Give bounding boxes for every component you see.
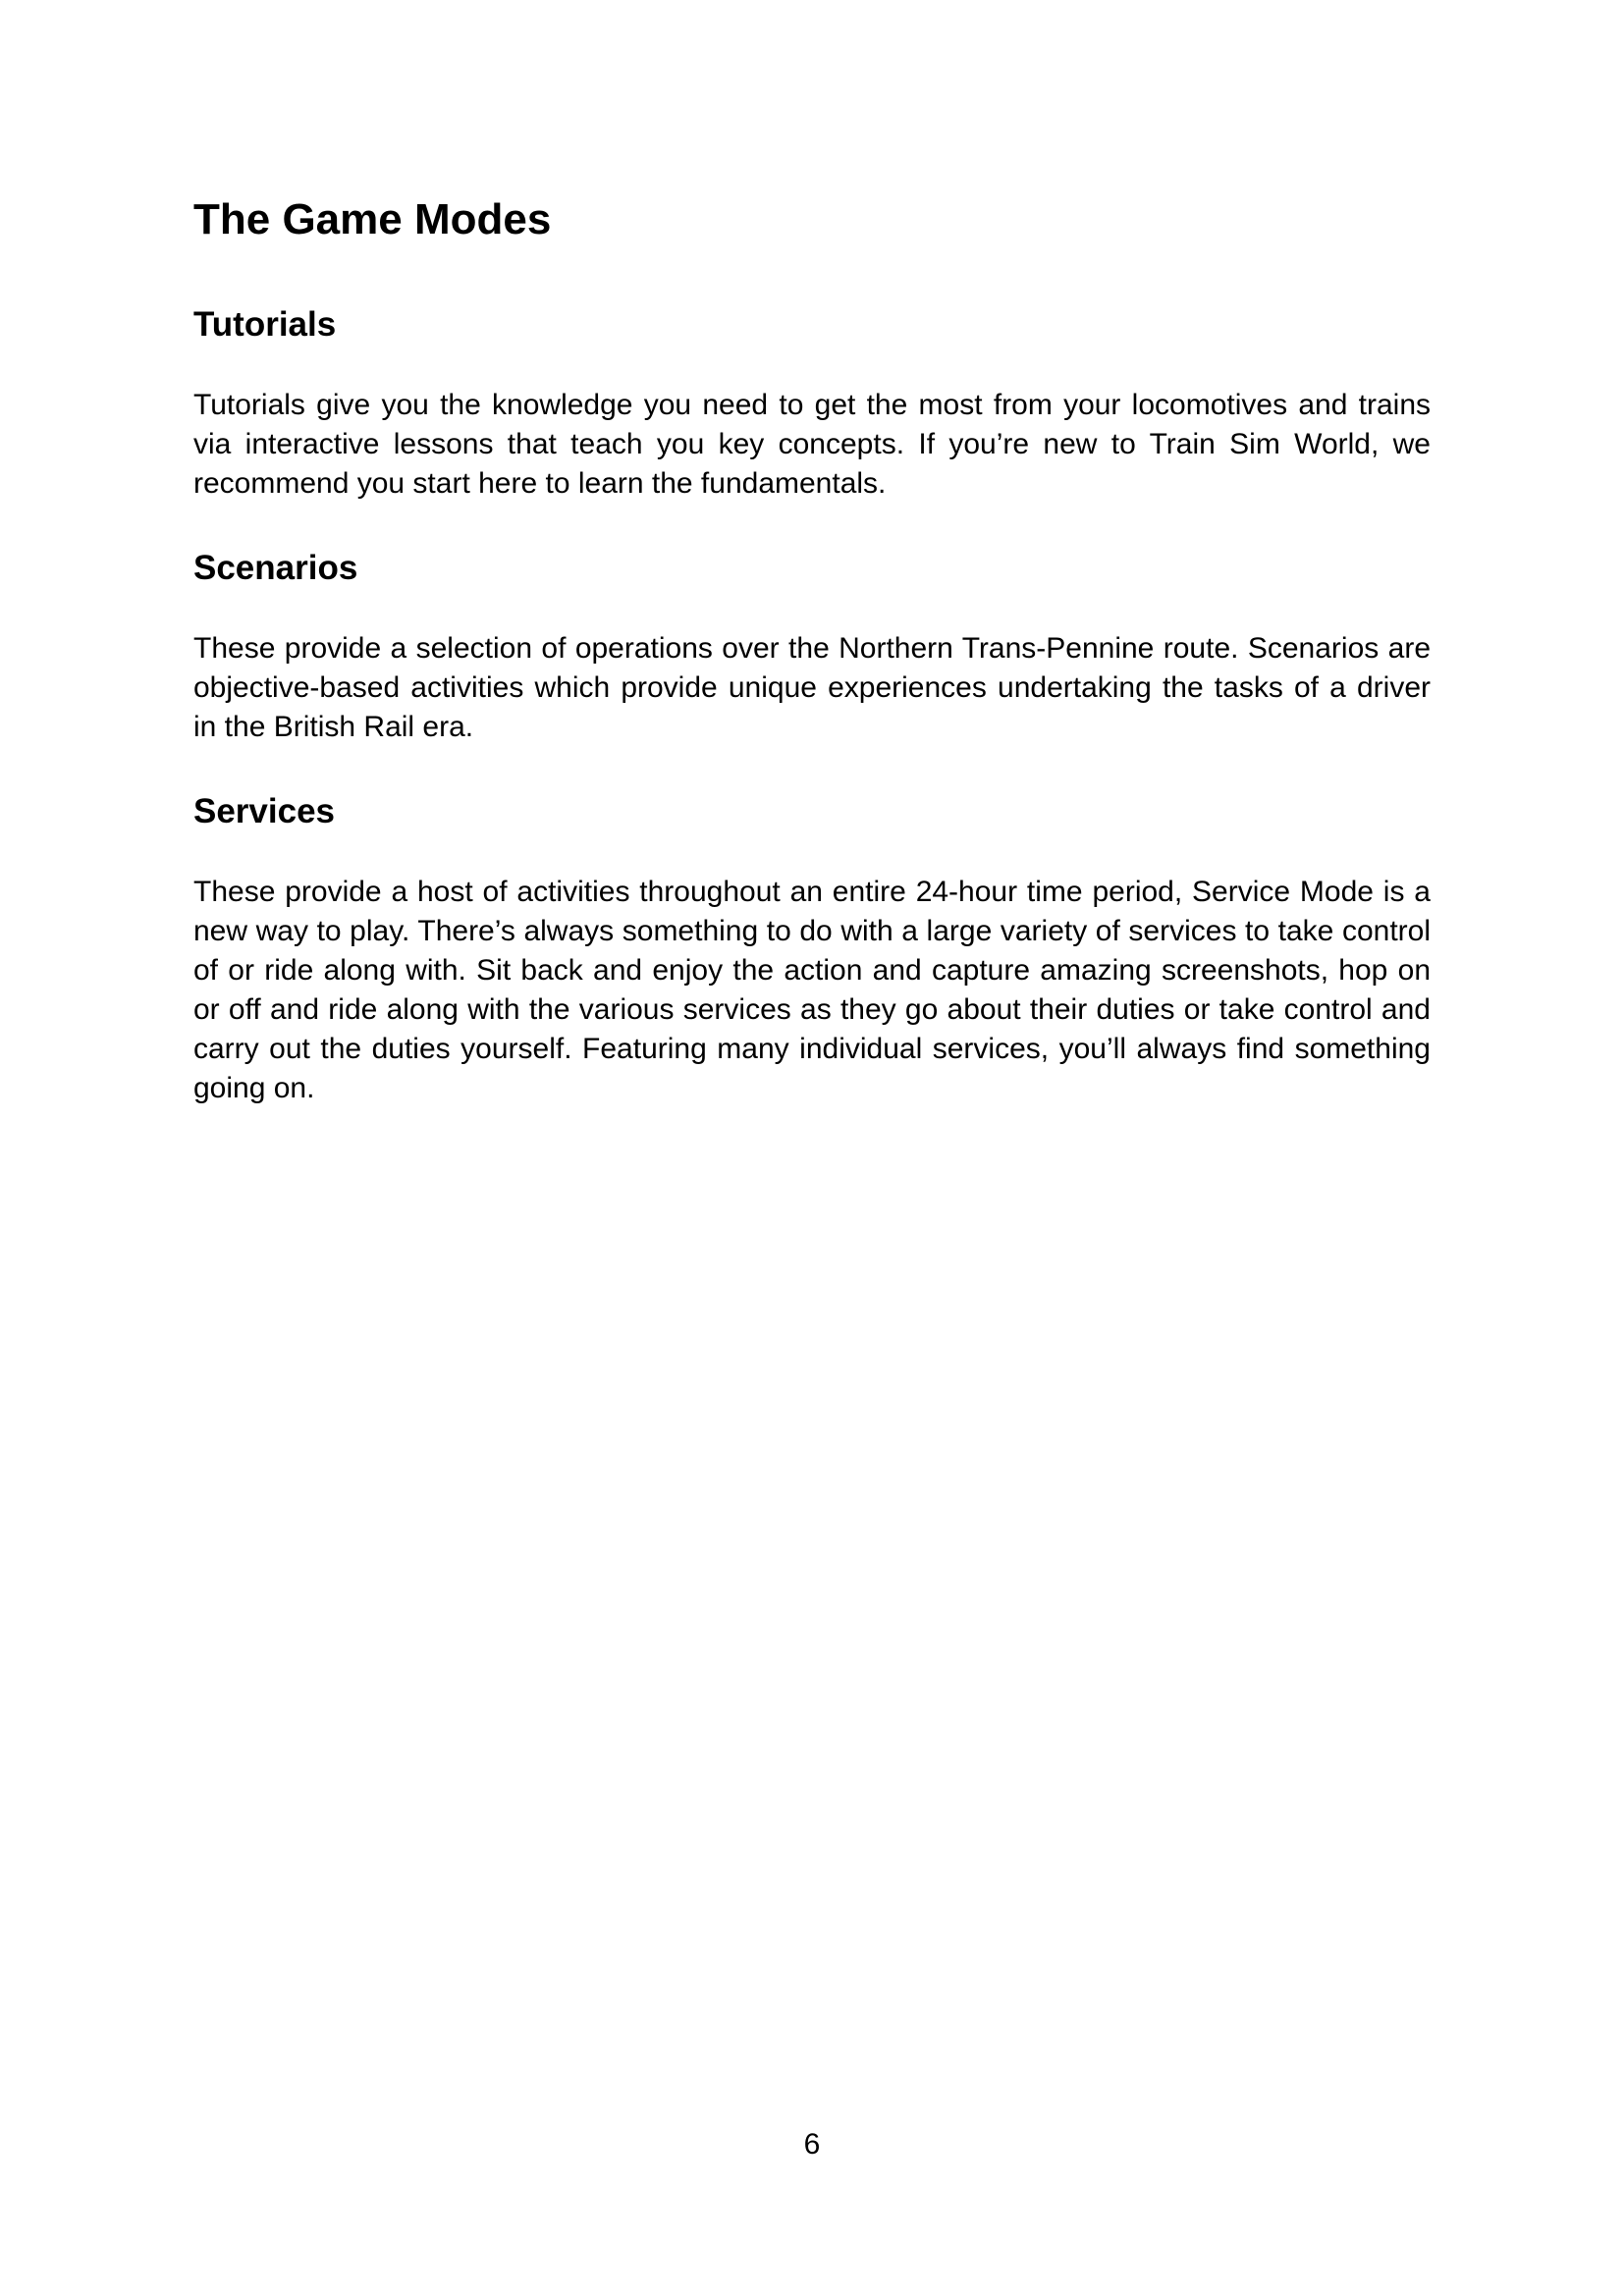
section-body-tutorials: Tutorials give you the knowledge you need to get the most from your locomotives and trains via interactive lessons that teach you key concepts. If you’re new to Train Sim World, we recommend you start here to learn the fundamentals. [193,389,1431,500]
section-body-services: These provide a host of activities throughout an entire 24-hour time period, Service Mode is a new way to play. There’s always something to do with a large variety of services to take control of or ride along with. Sit back and enjoy the action and capture amazing screenshots, hop on or off and ride along with the various services as they go about their duties or take control and carry out the duties yourself. Featuring many individual services, you’ll always find something going on. [193,876,1431,1104]
section-heading-scenarios: Scenarios [193,549,358,587]
section-heading-tutorials: Tutorials [193,305,337,344]
section-heading-services: Services [193,792,336,830]
section-body-scenarios: These provide a selection of operations over the Northern Trans-Pennine route. Scenarios are objective-based activities which provide unique experiences undertaking the tasks of a driver in the British Rail era. [193,632,1431,743]
page-number: 6 [803,2128,821,2161]
page-title: The Game Modes [193,195,552,243]
